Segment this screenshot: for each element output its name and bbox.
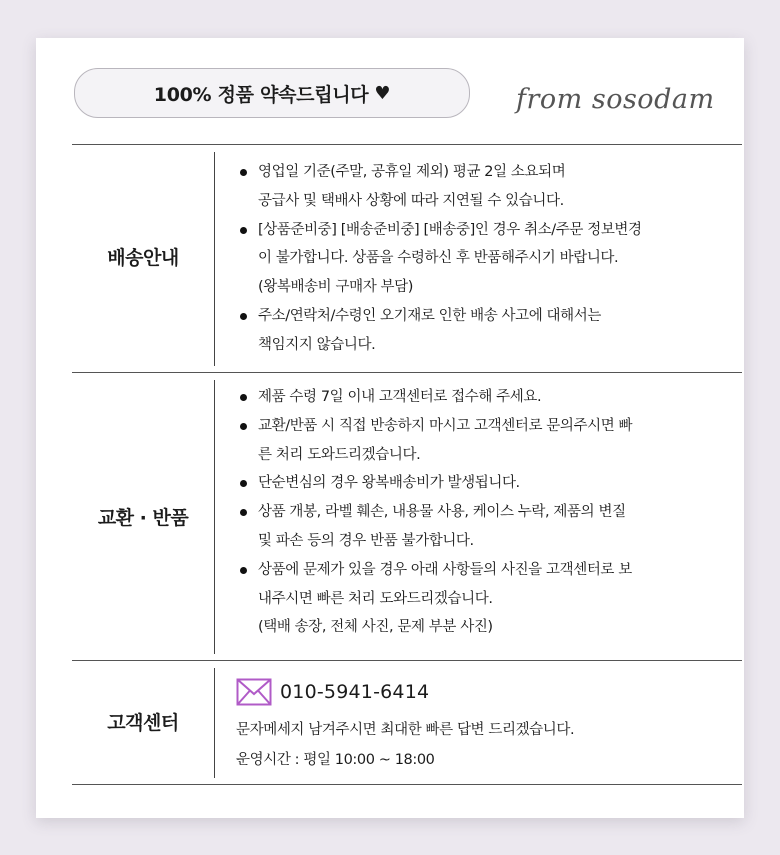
business-hours: 운영시간 : 평일 10:00 ~ 18:00	[236, 752, 435, 768]
shipping-list	[236, 158, 726, 360]
list-item: 주소/연락처/수령인 오기재로 인한 배송 사고에 대해서는 책임지지 않습니다.	[236, 302, 726, 360]
list-item: [상품준비중] [배송준비중] [배송중]인 경우 취소/주문 정보변경 이 불가합니다. 상품을 수령하신 후 반품해주시기 바랍니다. (왕복배송비 구매자 부담)	[236, 216, 726, 302]
info-card	[36, 38, 744, 818]
divider-top	[72, 144, 742, 145]
brand-signature: from sosodam	[516, 84, 715, 115]
exchange-list	[236, 383, 726, 642]
envelope-icon	[236, 678, 272, 706]
list-item: 단순변심의 경우 왕복배송비가 발생됩니다.	[236, 469, 726, 498]
divider-bottom	[72, 784, 742, 785]
list-item: 상품에 문제가 있을 경우 아래 사항들의 사진을 고객센터로 보 내주시면 빠른 처리 도와드리겠습니다. (택배 송장, 전체 사진, 문제 부분 사진)	[236, 556, 726, 642]
heart-icon: ♥	[374, 82, 391, 104]
exchange-label: 교환 · 반품	[97, 507, 189, 529]
column-separator-exchange	[214, 380, 215, 654]
divider-exchange	[72, 660, 742, 661]
column-separator-shipping	[214, 152, 215, 366]
shipping-label: 배송안내	[107, 247, 179, 269]
list-item: 교환/반품 시 직접 반송하지 마시고 고객센터로 문의주시면 빠 른 처리 도와드리겠습니다.	[236, 412, 726, 470]
list-item: 제품 수령 7일 이내 고객센터로 접수해 주세요.	[236, 383, 726, 412]
column-separator-support	[214, 668, 215, 778]
phone-number[interactable]: 010-5941-6414	[280, 681, 430, 703]
support-label: 고객센터	[107, 712, 179, 734]
list-item: 상품 개봉, 라벨 훼손, 내용물 사용, 케이스 누락, 제품의 변질 및 파손 등의 경우 반품 불가합니다.	[236, 498, 726, 556]
authenticity-banner	[74, 68, 470, 118]
message-note: 문자메세지 남겨주시면 최대한 빠른 답변 드리겠습니다.	[236, 722, 575, 738]
phone-row	[236, 678, 429, 706]
authenticity-text: 100% 정품 약속드립니다	[153, 83, 369, 106]
divider-shipping	[72, 372, 742, 373]
list-item: 영업일 기준(주말, 공휴일 제외) 평균 2일 소요되며 공급사 및 택배사 상황에 따라 지연될 수 있습니다.	[236, 158, 726, 216]
